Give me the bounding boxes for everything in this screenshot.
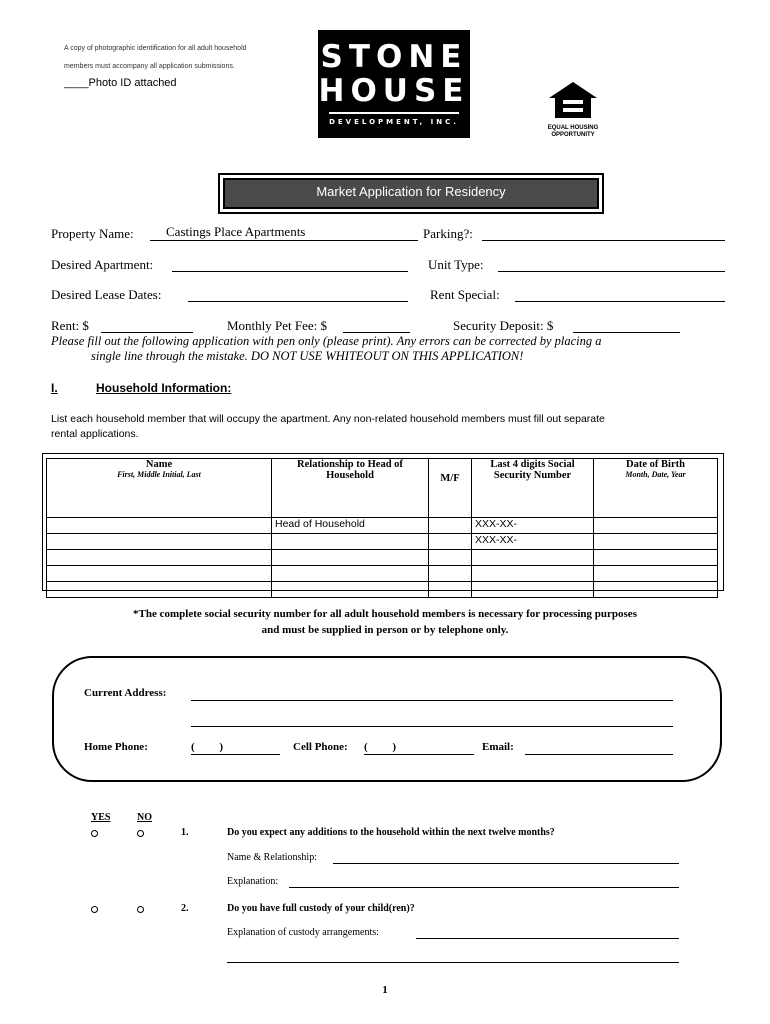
unit-type-field[interactable] [498, 259, 725, 272]
page-number: 1 [382, 984, 388, 996]
table-row [47, 518, 718, 534]
eho-label2: OPPORTUNITY [551, 132, 595, 138]
address-field-line2[interactable] [191, 714, 673, 727]
pet-fee-label: Monthly Pet Fee: $ [227, 318, 328, 333]
cell-gender[interactable] [429, 534, 472, 550]
cell-name[interactable] [47, 534, 272, 550]
ssn-note-line1: *The complete social security number for all adult household members is necessary for processing purposes [133, 608, 637, 620]
address-label: Current Address: [84, 687, 167, 699]
table-row [47, 582, 718, 598]
ssn-note-line2: and must be supplied in person or by telephone only. [261, 624, 509, 636]
rent-special-field[interactable] [515, 289, 725, 302]
cell-ssn[interactable]: XXX-XX- [472, 534, 594, 550]
desired-apartment-field[interactable] [172, 259, 408, 272]
cell-dob[interactable] [594, 550, 718, 566]
no-header: NO [137, 812, 152, 823]
q1-yes-radio[interactable] [91, 830, 98, 837]
house-icon [545, 80, 601, 120]
cell-dob[interactable] [594, 534, 718, 550]
q2-sub1-field[interactable] [416, 926, 679, 939]
photo-id-notice-line1: A copy of photographic identification for all adult household [64, 45, 247, 52]
q1-no-radio[interactable] [137, 830, 144, 837]
section-desc-line1: List each household member that will occupy the apartment. Any non-related household members must fill out separate [51, 413, 605, 425]
header-relationship: Relationship to Head of Household [272, 459, 429, 518]
pet-fee-field[interactable] [343, 320, 410, 333]
yes-header: YES [91, 812, 111, 823]
stone-house-logo [318, 30, 470, 138]
home-phone-field[interactable]: ( ) [191, 741, 280, 755]
q1-sub2-field[interactable] [289, 875, 679, 888]
cell-ssn[interactable] [472, 550, 594, 566]
security-deposit-field[interactable] [573, 320, 680, 333]
cell-gender[interactable] [429, 518, 472, 534]
cell-dob[interactable] [594, 582, 718, 598]
desired-lease-field[interactable] [188, 289, 408, 302]
cell-ssn[interactable] [472, 582, 594, 598]
cell-gender[interactable] [429, 582, 472, 598]
q1-sub2-label: Explanation: [227, 876, 279, 887]
eho-label1: EQUAL HOUSING [547, 125, 599, 131]
cell-relationship[interactable]: Head of Household [272, 518, 429, 534]
photo-id-attached [64, 77, 177, 89]
table-row [47, 550, 718, 566]
q1-number: 1. [181, 827, 189, 838]
table-row [47, 534, 718, 550]
cell-relationship[interactable] [272, 534, 429, 550]
cell-name[interactable] [47, 566, 272, 582]
title-box [218, 173, 604, 214]
cell-relationship[interactable] [272, 550, 429, 566]
property-name-value: Castings Place Apartments [166, 224, 306, 239]
rent-label: Rent: $ [51, 318, 89, 333]
q2-number: 2. [181, 903, 189, 914]
logo-sub: DEVELOPMENT, INC. [329, 112, 459, 126]
cell-phone-field[interactable]: ( ) [364, 741, 474, 755]
unit-type-label: Unit Type: [428, 257, 484, 272]
section-title: Household Information: [96, 381, 232, 395]
page-title: Market Application for Residency [223, 178, 599, 209]
email-field[interactable] [525, 742, 673, 755]
rent-field[interactable] [101, 320, 193, 333]
property-name-label: Property Name: [51, 226, 134, 241]
address-field-line1[interactable] [191, 688, 673, 701]
cell-relationship[interactable] [272, 566, 429, 582]
section-desc-line2: rental applications. [51, 428, 139, 440]
instructions-line1: Please fill out the following application with pen only (please print). Any errors can be corrected by placing a [51, 334, 602, 348]
household-table [46, 458, 718, 598]
cell-ssn[interactable]: XXX-XX- [472, 518, 594, 534]
q1-text: Do you expect any additions to the household within the next twelve months? [227, 827, 555, 838]
q1-sub1-label: Name & Relationship: [227, 852, 317, 863]
cell-dob[interactable] [594, 518, 718, 534]
cell-name[interactable] [47, 582, 272, 598]
cell-name[interactable] [47, 518, 272, 534]
header-gender: M/F [429, 459, 472, 518]
cell-name[interactable] [47, 550, 272, 566]
q2-sub1-field-line2[interactable] [227, 950, 679, 963]
desired-apartment-label: Desired Apartment: [51, 257, 154, 272]
email-label: Email: [482, 741, 514, 753]
instructions-line2: single line through the mistake. DO NOT USE WHITEOUT ON THIS APPLICATION! [91, 349, 524, 363]
equal-housing-logo [545, 80, 601, 138]
photo-id-notice-line2: members must accompany all application submissions. [64, 63, 235, 70]
desired-lease-label: Desired Lease Dates: [51, 287, 162, 302]
rent-special-label: Rent Special: [430, 287, 500, 302]
cell-phone-label: Cell Phone: [293, 741, 348, 753]
cell-gender[interactable] [429, 566, 472, 582]
logo-line1: STONE [320, 39, 468, 75]
section-number: I. [51, 381, 58, 395]
q2-yes-radio[interactable] [91, 906, 98, 913]
q2-no-radio[interactable] [137, 906, 144, 913]
cell-gender[interactable] [429, 550, 472, 566]
header-ssn: Last 4 digits Social Security Number [472, 459, 594, 518]
q2-sub1-label: Explanation of custody arrangements: [227, 927, 379, 938]
q1-sub1-field[interactable] [333, 851, 679, 864]
parking-label: Parking?: [423, 226, 473, 241]
cell-dob[interactable] [594, 566, 718, 582]
logo-line2: HOUSE [318, 73, 470, 109]
photo-id-label: Photo ID attached [88, 77, 177, 89]
table-row [47, 566, 718, 582]
table-header-row [47, 459, 718, 518]
header-dob: Date of Birth Month, Date, Year [594, 459, 718, 518]
home-phone-label: Home Phone: [84, 741, 148, 753]
parking-field[interactable] [482, 228, 725, 241]
cell-ssn[interactable] [472, 566, 594, 582]
photo-id-blank[interactable]: ____ [64, 77, 89, 89]
q2-text: Do you have full custody of your child(ren)? [227, 903, 415, 914]
header-name: Name First, Middle Initial, Last [47, 459, 272, 518]
cell-relationship[interactable] [272, 582, 429, 598]
security-deposit-label: Security Deposit: $ [453, 318, 554, 333]
